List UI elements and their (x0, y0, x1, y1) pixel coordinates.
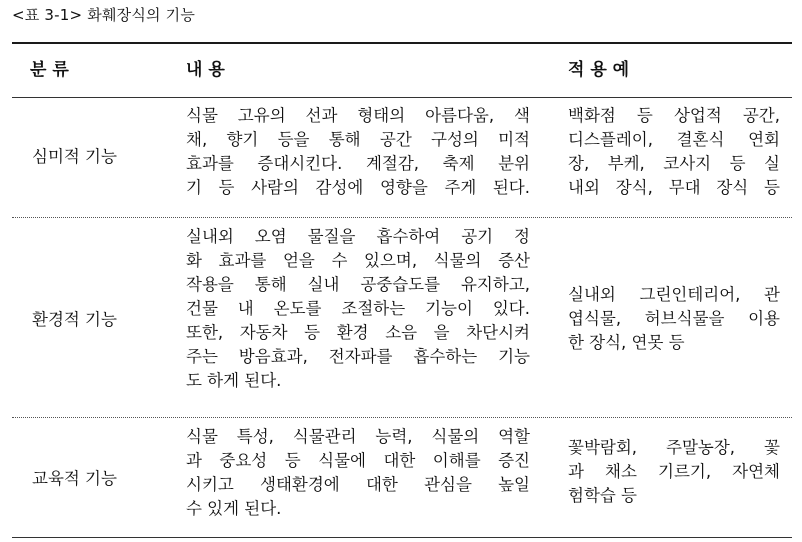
content-line: 시키고 생태환경에 대한 관심을 높일 (186, 475, 530, 494)
application-line: 백화점 등 상업적 공간, (568, 106, 780, 125)
row-application (568, 283, 780, 355)
content-line: 주는 방음효과, 전자파를 흡수하는 기능 (186, 347, 530, 366)
header-category: 분 류 (30, 60, 69, 80)
row-content (186, 225, 530, 393)
application-line: 과 채소 기르기, 자연체 (568, 462, 780, 481)
row-application (568, 436, 780, 508)
content-line: 또한, 자동차 등 환경 소음 을 차단시켜 (186, 323, 530, 342)
content-line: 과 중요성 등 식물에 대한 이해를 증진 (186, 451, 530, 470)
table-caption: <표 3-1> 화훼장식의 기능 (12, 6, 196, 24)
row-content (186, 425, 530, 521)
table-bottom-rule (12, 537, 792, 538)
content-line: 화 효과를 얻을 수 있으며, 식물의 증산 (186, 251, 530, 270)
header-bottom-rule (12, 97, 792, 98)
content-line: 식물 고유의 선과 형태의 아름다움, 색 (186, 106, 530, 125)
header-application: 적 용 예 (568, 60, 630, 80)
application-line: 한 장식, 연못 등 (568, 333, 685, 352)
application-line: 실내외 그린인테리어, 관 (568, 285, 780, 304)
application-line: 꽃박람회, 주말농장, 꽃 (568, 438, 780, 457)
content-line: 작용을 통해 실내 공중습도를 유지하고, (186, 275, 530, 294)
row-category: 교육적 기능 (32, 469, 117, 488)
content-line: 건물 내 온도를 조절하는 기능이 있다. (186, 299, 530, 318)
content-line: 도 하게 된다. (186, 371, 282, 390)
content-line: 기 등 사람의 감성에 영향을 주게 된다. (186, 178, 530, 197)
row-divider (12, 217, 792, 218)
content-line: 실내외 오염 물질을 흡수하여 공기 정 (186, 227, 530, 246)
application-line: 장, 부케, 코사지 등 실 (568, 154, 780, 173)
application-line: 엽식물, 허브식물을 이용 (568, 309, 780, 328)
content-line: 식물 특성, 식물관리 능력, 식물의 역할 (186, 427, 530, 446)
row-category: 환경적 기능 (32, 310, 117, 329)
table-top-rule (12, 42, 792, 44)
header-content: 내 용 (186, 60, 225, 80)
row-divider (12, 417, 792, 418)
application-line: 내외 장식, 무대 장식 등 (568, 178, 780, 197)
row-application (568, 104, 780, 200)
application-line: 험학습 등 (568, 486, 638, 505)
application-line: 디스플레이, 결혼식 연회 (568, 130, 780, 149)
content-line: 수 있게 된다. (186, 499, 282, 518)
row-category: 심미적 기능 (32, 147, 117, 166)
content-line: 효과를 증대시킨다. 계절감, 축제 분위 (186, 154, 530, 173)
content-line: 채, 향기 등을 통해 공간 구성의 미적 (186, 130, 530, 149)
row-content (186, 104, 530, 200)
